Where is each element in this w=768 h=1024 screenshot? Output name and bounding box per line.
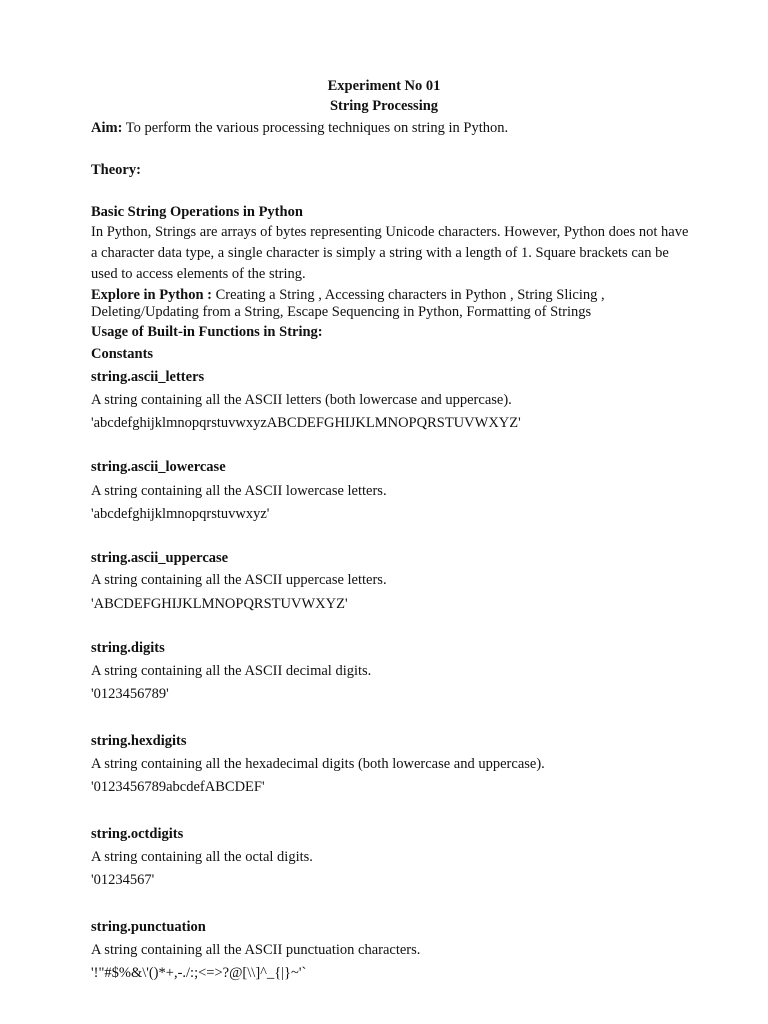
explore-text: Creating a String , Accessing characters in Python , String Slicing , Deleting/Updating from a String, Escape Sequencing in Python, Formatting of Strings	[91, 287, 605, 320]
document-subtitle: String Processing	[329, 98, 439, 114]
constant-name: string.punctuation	[91, 919, 206, 935]
constant-name: string.hexdigits	[91, 733, 187, 749]
constant-description: A string containing all the ASCII punctuation characters.	[91, 942, 421, 958]
constant-description: A string containing all the ASCII lowercase letters.	[91, 483, 387, 499]
explore-label: Explore in Python :	[91, 287, 212, 303]
constant-description: A string containing all the octal digits.	[91, 849, 313, 865]
section-heading: Basic String Operations in Python	[91, 204, 303, 220]
theory-label: Theory:	[91, 162, 141, 178]
constant-description: A string containing all the ASCII decimal digits.	[91, 663, 372, 679]
constants-heading: Constants	[91, 346, 154, 362]
aim-line	[91, 119, 691, 137]
constant-description: A string containing all the ASCII letters (both lowercase and uppercase).	[91, 392, 512, 408]
constant-value: '!"#$%&\'()*+,-./:;<=>?@[\\]^_{|}~'`	[91, 965, 307, 981]
constant-value: '01234567'	[91, 872, 155, 888]
aim-text: To perform the various processing techniques on string in Python.	[122, 120, 509, 136]
constant-name: string.octdigits	[91, 826, 184, 842]
constant-name: string.digits	[91, 640, 165, 656]
constant-name: string.ascii_uppercase	[91, 550, 229, 566]
document-title: Experiment No 01	[327, 78, 441, 94]
constant-name: string.ascii_letters	[91, 369, 205, 385]
builtin-heading: Usage of Built-in Functions in String:	[91, 324, 323, 340]
constant-value: 'ABCDEFGHIJKLMNOPQRSTUVWXYZ'	[91, 596, 348, 612]
intro-paragraph: In Python, Strings are arrays of bytes representing Unicode characters. However, Python does not have a character data type, a single character is simply a string with a length of 1. Square brackets can be used to access elements of the string.	[91, 224, 689, 282]
constant-description: A string containing all the hexadecimal digits (both lowercase and uppercase).	[91, 756, 545, 772]
constant-name: string.ascii_lowercase	[91, 459, 226, 475]
constant-value: 'abcdefghijklmnopqrstuvwxyzABCDEFGHIJKLMNOPQRSTUVWXYZ'	[91, 415, 521, 431]
constant-value: '0123456789'	[91, 686, 169, 702]
aim-label: Aim:	[91, 120, 123, 136]
explore-paragraph	[91, 287, 691, 321]
constant-description: A string containing all the ASCII uppercase letters.	[91, 572, 387, 588]
constant-value: '0123456789abcdefABCDEF'	[91, 779, 265, 795]
constant-value: 'abcdefghijklmnopqrstuvwxyz'	[91, 506, 270, 522]
